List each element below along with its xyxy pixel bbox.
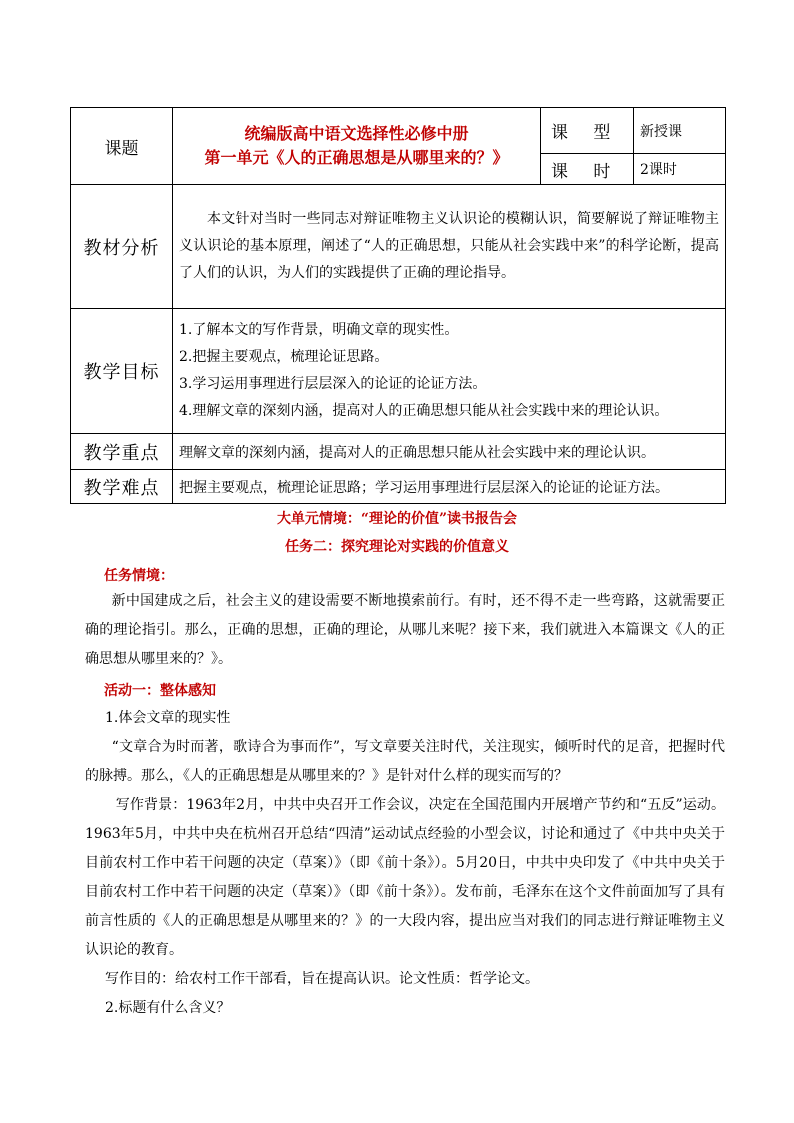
analysis-text: 本文针对当时一些同志对辩证唯物主义认识论的模糊认识，简要解说了辩证唯物主义认识论的基本原理，阐述了“人的正确思想，只能从社会实践中来”的科学论断，提高了人们的认识，为人们的实践提供了正确的理论指导。 xyxy=(173,185,726,309)
goals-label: 教学目标 xyxy=(71,309,173,434)
goal-item: 4.理解文章的深刻内涵，提高对人的正确思想只能从社会实践中来的理论认识。 xyxy=(179,403,669,419)
period-label: 课 时 xyxy=(541,154,634,185)
q2-heading: 2.标题有什么含义？ xyxy=(105,1000,231,1016)
lesson-title xyxy=(173,108,541,185)
purpose-text: 写作目的：给农村工作干部看，旨在提高认识。论文性质：哲学论文。 xyxy=(105,971,539,987)
key-text: 理解文章的深刻内涵，提高对人的正确思想只能从社会实践中来的理论认识。 xyxy=(173,434,726,470)
topic-label: 课题 xyxy=(71,108,173,185)
lesson-title-line2: 第一单元《人的正确思想是从哪里来的？》 xyxy=(204,148,509,167)
key-label: 教学重点 xyxy=(71,434,173,470)
q1-heading: 1.体会文章的现实性 xyxy=(105,710,231,726)
background-text: 写作背景：1963年2月，中共中央召开工作会议，决定在全国范围内开展增产节约和“五反”运动。1963年5月，中共中央在杭州召开总结“四清”运动试点经验的小型会议，讨论和通过了《中共中央关于目前农村工作中若干问题的决定（草案）》（即《前十条》）。5月20日，中共中央印发了《中共中央关于目前农村工作中若干问题的决定（草案）》（即《前十条》）。发布前，毛泽东在这个文件前面加写了具有前言性质的《人的正确思想是从哪里来的？》的一大段内容，提出应当对我们的同志进行辩证唯物主义认识论的教育。 xyxy=(85,797,725,958)
difficulty-text: 把握主要观点，梳理论证思路；学习运用事理进行层层深入的论证的论证方法。 xyxy=(173,470,726,504)
goal-item: 1.了解本文的写作背景，明确文章的现实性。 xyxy=(179,322,459,338)
type-value: 新授课 xyxy=(634,108,726,154)
activity1-label: 活动一：整体感知 xyxy=(104,683,216,699)
big-unit-heading: 大单元情境：“理论的价值”读书报告会 xyxy=(276,511,518,527)
analysis-label: 教材分析 xyxy=(71,185,173,309)
lesson-plan-table xyxy=(70,107,726,504)
period-value: 2课时 xyxy=(634,154,726,185)
difficulty-label: 教学难点 xyxy=(71,470,173,504)
task-heading: 任务二：探究理论对实践的价值意义 xyxy=(285,539,509,555)
goal-item: 2.把握主要观点，梳理论证思路。 xyxy=(179,349,389,365)
q1-text: “文章合为时而著，歌诗合为事而作”，写文章要关注时代，关注现实，倾听时代的足音，把握时代的脉搏。那么，《人的正确思想是从哪里来的？》是针对什么样的现实而写的？ xyxy=(85,739,725,784)
type-label: 课 型 xyxy=(541,108,634,154)
task-situation-text: 新中国建成之后，社会主义的建设需要不断地摸索前行。有时，还不得不走一些弯路，这就需要正确的理论指引。那么，正确的思想，正确的理论，从哪儿来呢？接下来，我们就进入本篇课文《人的正确思想从哪里来的？》。 xyxy=(85,593,725,667)
goals-list xyxy=(173,309,726,434)
task-situation-label: 任务情境： xyxy=(104,568,174,584)
lesson-title-line1: 统编版高中语文选择性必修中册 xyxy=(244,124,469,143)
goal-item: 3.学习运用事理进行层层深入的论证的论证方法。 xyxy=(179,376,487,392)
